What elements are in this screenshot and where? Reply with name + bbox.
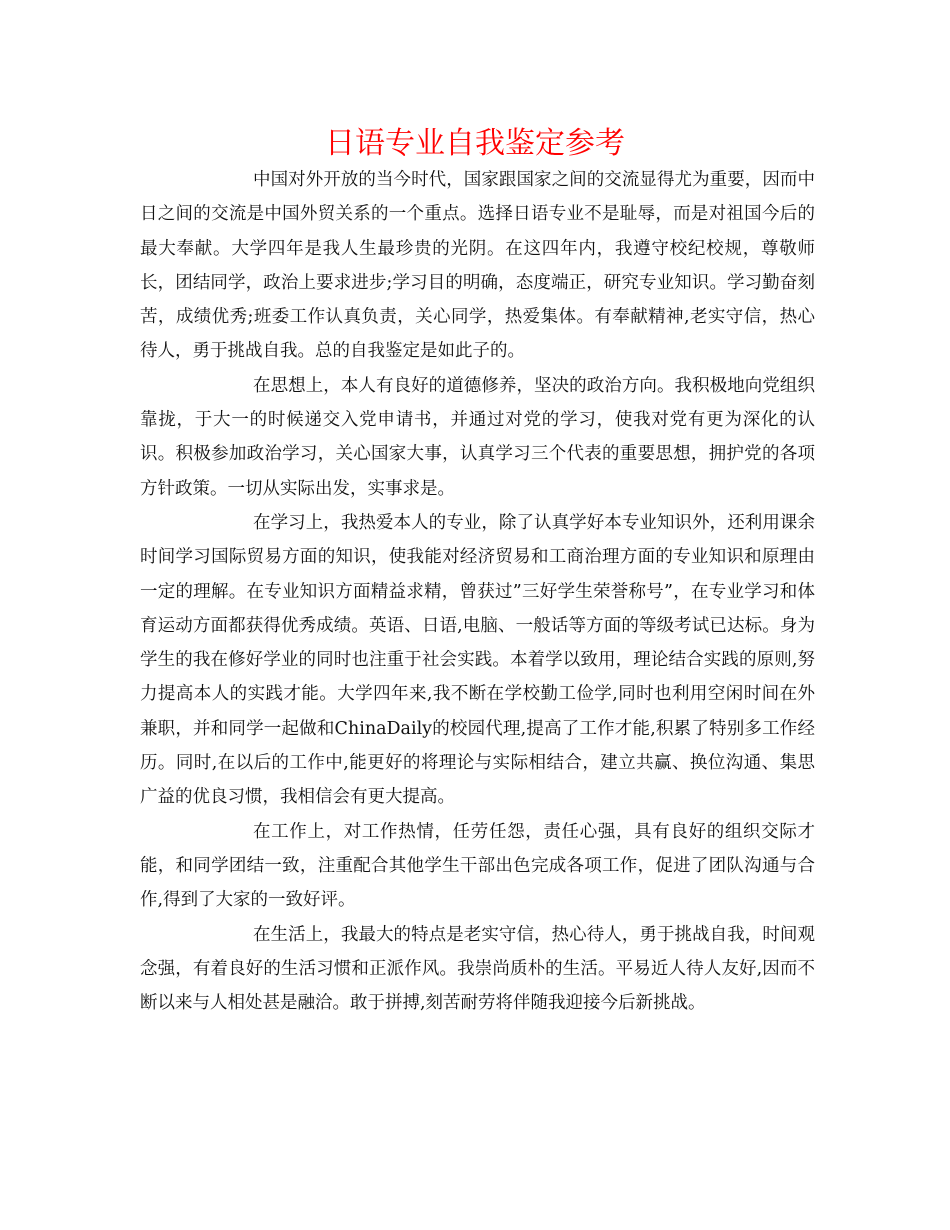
paragraph-study: 在学习上，我热爱本人的专业，除了认真学好本专业知识外，还利用课余时间学习国际贸易方面的知识，使我能对经济贸易和工商治理方面的专业知识和原理由一定的理解。在专业知识方面精益求精，曾获过”三好学生荣誉称号”，在专业学习和体育运动方面都获得优秀成绩。英语、日语,电脑、一般话等方面的等级考试已达标。身为学生的我在修好学业的同时也注重于社会实践。本着学以致用，理论结合实践的原则,努力提高本人的实践才能。大学四年来,我不断在学校勤工俭学,同时也利用空闲时间在外兼职，并和同学一起做和ChinaDaily的校园代理,提高了工作才能,积累了特别多工作经历。同时,在以后的工作中,能更好的将理论与实际相结合，建立共赢、换位沟通、集思广益的优良习惯，我相信会有更大提高。 (140, 512, 815, 808)
document-title: 日语专业自我鉴定参考 (325, 126, 625, 161)
document-body (140, 163, 815, 1020)
paragraph-life: 在生活上，我最大的特点是老实守信，热心待人，勇于挑战自我，时间观念强，有着良好的生活习惯和正派作风。我崇尚质朴的生活。平易近人待人友好,因而不断以来与人相处甚是融洽。敢于拼搏,刻苦耐劳将伴随我迎接今后新挑战。 (140, 924, 815, 1014)
paragraph-intro: 中国对外开放的当今时代，国家跟国家之间的交流显得尤为重要，因而中日之间的交流是中国外贸关系的一个重点。选择日语专业不是耻辱，而是对祖国今后的最大奉献。大学四年是我人生最珍贵的光阴。在这四年内，我遵守校纪校规，尊敬师长，团结同学，政治上要求进步;学习目的明确，态度端正，研究专业知识。学习勤奋刻苦，成绩优秀;班委工作认真负责，关心同学，热爱集体。有奉献精神,老实守信，热心待人，勇于挑战自我。总的自我鉴定是如此子的。 (140, 170, 815, 362)
paragraph-thought: 在思想上，本人有良好的道德修养，坚决的政治方向。我积极地向党组织靠拢，于大一的时候递交入党申请书，并通过对党的学习，使我对党有更为深化的认识。积极参加政治学习，关心国家大事，认真学习三个代表的重要思想，拥护党的各项方针政策。一切从实际出发，实事求是。 (140, 375, 815, 499)
paragraph-work: 在工作上，对工作热情，任劳任怨，责任心强，具有良好的组织交际才能，和同学团结一致，注重配合其他学生干部出色完成各项工作，促进了团队沟通与合作,得到了大家的一致好评。 (140, 821, 815, 911)
